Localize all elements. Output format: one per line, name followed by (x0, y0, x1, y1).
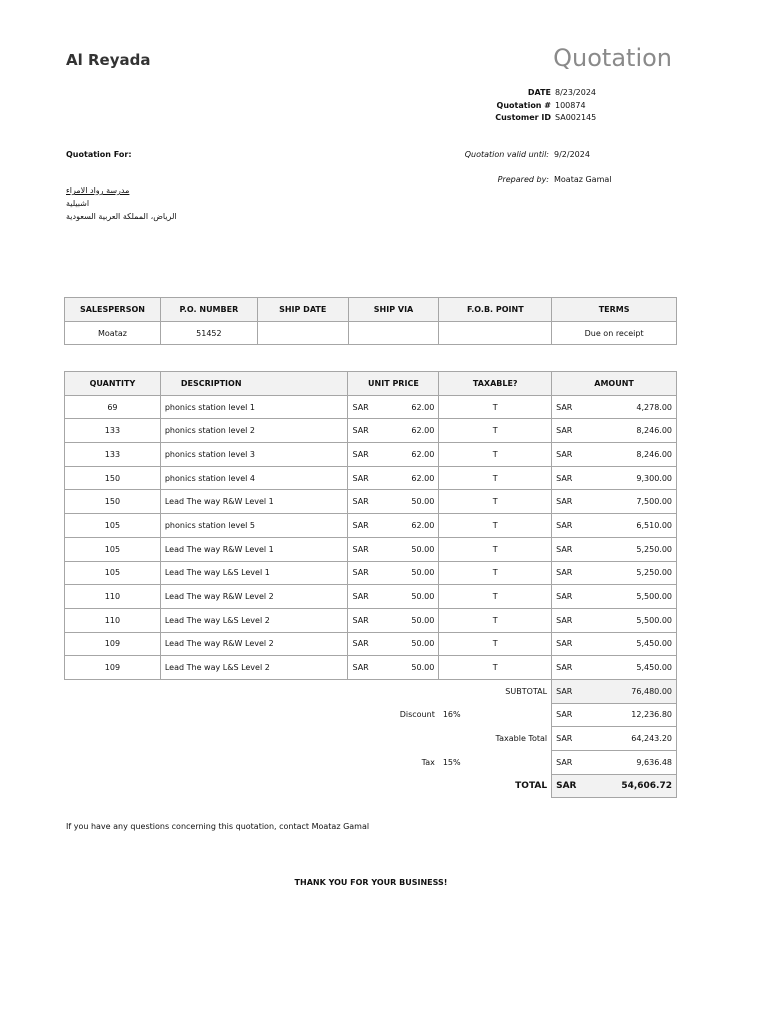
quantity-cell: 150 (65, 466, 161, 490)
document-title: Quotation (553, 44, 672, 72)
currency: SAR (352, 402, 369, 412)
taxable-cell: T (439, 395, 552, 419)
taxable-total-value: 64,243.20 (631, 734, 672, 744)
taxable-cell: T (439, 656, 552, 680)
currency: SAR (556, 568, 573, 578)
amount-cell (552, 466, 677, 490)
taxable-cell: T (439, 490, 552, 514)
valid-until-label: Quotation valid until: (464, 150, 549, 159)
po-number-value: 51452 (160, 321, 257, 345)
quotation-for-label: Quotation For: (66, 150, 132, 159)
subtotal-label: SUBTOTAL (505, 687, 548, 697)
unit-price-value: 50.00 (411, 544, 435, 554)
amount-cell (552, 514, 677, 538)
amount-value: 8,246.00 (636, 426, 672, 436)
amount-value: 7,500.00 (636, 497, 672, 507)
currency: SAR (352, 544, 369, 554)
unit-price-value: 50.00 (411, 615, 435, 625)
unit-price-cell (348, 514, 439, 538)
taxable-cell: T (439, 632, 552, 656)
customer-line2: اشبيلية (66, 199, 90, 208)
amount-value: 6,510.00 (636, 520, 672, 530)
unit-price-header: UNIT PRICE (348, 372, 439, 396)
valid-until-value: 9/2/2024 (554, 150, 590, 159)
table-row (65, 443, 677, 467)
fob-point-value (439, 321, 552, 345)
ship-date-header: SHIP DATE (257, 298, 348, 322)
unit-price-cell (348, 656, 439, 680)
tax-cell (552, 751, 677, 775)
unit-price-value: 62.00 (411, 520, 435, 530)
taxable-total-label: Taxable Total (495, 734, 548, 744)
description-header: DESCRIPTION (160, 372, 348, 396)
description-cell: Lead The way L&S Level 2 (160, 608, 348, 632)
amount-value: 5,500.00 (636, 615, 672, 625)
table-row (65, 585, 677, 609)
unit-price-cell (348, 585, 439, 609)
shipping-info-table (64, 297, 677, 345)
amount-value: 4,278.00 (636, 402, 672, 412)
amount-cell (552, 656, 677, 680)
description-cell: Lead The way R&W Level 2 (160, 632, 348, 656)
prepared-by (380, 175, 680, 184)
currency: SAR (556, 497, 573, 507)
amount-value: 5,450.00 (636, 639, 672, 649)
unit-price-cell (348, 561, 439, 585)
unit-price-cell (348, 490, 439, 514)
total-value: 54,606.72 (621, 781, 672, 792)
unit-price-cell (348, 466, 439, 490)
amount-cell (552, 443, 677, 467)
description-cell: phonics station level 4 (160, 466, 348, 490)
taxable-header: TAXABLE? (439, 372, 552, 396)
taxable-cell: T (439, 537, 552, 561)
amount-cell (552, 419, 677, 443)
taxable-cell: T (439, 443, 552, 467)
description-cell: phonics station level 5 (160, 514, 348, 538)
amount-header: AMOUNT (552, 372, 677, 396)
currency: SAR (556, 402, 573, 412)
customer-name: مدرسة رواد الامراء (66, 186, 130, 195)
ship-via-value (348, 321, 439, 345)
table-row (65, 490, 677, 514)
unit-price-cell (348, 608, 439, 632)
currency: SAR (352, 663, 369, 673)
currency: SAR (352, 568, 369, 578)
quantity-cell: 133 (65, 443, 161, 467)
customer-id-value: SA002145 (555, 113, 597, 122)
currency: SAR (556, 615, 573, 625)
currency: SAR (352, 592, 369, 602)
table-row (65, 656, 677, 680)
description-cell: phonics station level 3 (160, 443, 348, 467)
unit-price-cell (348, 419, 439, 443)
total-cell (552, 774, 677, 798)
tax-label: Tax (421, 757, 435, 767)
customer-line3: الرياض، المملكة العربية السعودية (66, 212, 177, 221)
amount-cell (552, 608, 677, 632)
thank-you-note: THANK YOU FOR YOUR BUSINESS! (294, 878, 448, 887)
quantity-cell: 150 (65, 490, 161, 514)
discount-label: Discount (399, 710, 435, 720)
quote-meta (420, 87, 670, 125)
amount-cell (552, 395, 677, 419)
currency: SAR (556, 757, 573, 767)
currency: SAR (556, 639, 573, 649)
amount-value: 5,250.00 (636, 568, 672, 578)
currency: SAR (556, 592, 573, 602)
unit-price-value: 50.00 (411, 568, 435, 578)
table-row (65, 514, 677, 538)
currency: SAR (556, 426, 573, 436)
description-cell: Lead The way L&S Level 2 (160, 656, 348, 680)
line-items-table (64, 371, 677, 798)
unit-price-value: 50.00 (411, 592, 435, 602)
valid-until (380, 150, 680, 159)
table-row (65, 632, 677, 656)
taxable-cell: T (439, 466, 552, 490)
contact-note: If you have any questions concerning this quotation, contact Moataz Gamal (66, 822, 370, 831)
subtotal-value: 76,480.00 (631, 686, 672, 696)
description-cell: phonics station level 1 (160, 395, 348, 419)
unit-price-value: 62.00 (411, 426, 435, 436)
description-cell: Lead The way R&W Level 1 (160, 490, 348, 514)
quote-number-label: Quotation # (496, 100, 551, 110)
total-label: TOTAL (515, 781, 548, 792)
amount-cell (552, 632, 677, 656)
amount-value: 8,246.00 (636, 449, 672, 459)
currency: SAR (556, 544, 573, 554)
unit-price-value: 50.00 (411, 639, 435, 649)
unit-price-cell (348, 395, 439, 419)
currency: SAR (352, 520, 369, 530)
amount-cell (552, 537, 677, 561)
prepared-by-label: Prepared by: (497, 175, 549, 184)
quote-number-value: 100874 (555, 100, 586, 110)
unit-price-value: 50.00 (411, 663, 435, 673)
salesperson-header: SALESPERSON (65, 298, 161, 322)
amount-cell (552, 585, 677, 609)
tax-rate: 15% (442, 757, 461, 767)
amount-value: 9,300.00 (636, 473, 672, 483)
description-cell: Lead The way R&W Level 2 (160, 585, 348, 609)
quantity-header: QUANTITY (65, 372, 161, 396)
ship-via-header: SHIP VIA (348, 298, 439, 322)
unit-price-value: 62.00 (411, 473, 435, 483)
customer-id-label: Customer ID (495, 113, 551, 122)
table-row (65, 561, 677, 585)
description-cell: Lead The way R&W Level 1 (160, 537, 348, 561)
discount-cell (552, 703, 677, 727)
quantity-cell: 110 (65, 608, 161, 632)
currency: SAR (352, 639, 369, 649)
taxable-cell: T (439, 561, 552, 585)
currency: SAR (352, 615, 369, 625)
quantity-cell: 105 (65, 537, 161, 561)
amount-value: 5,500.00 (636, 592, 672, 602)
currency: SAR (352, 497, 369, 507)
unit-price-value: 62.00 (411, 449, 435, 459)
taxable-cell: T (439, 514, 552, 538)
quantity-cell: 133 (65, 419, 161, 443)
currency: SAR (352, 426, 369, 436)
quantity-cell: 105 (65, 561, 161, 585)
unit-price-value: 62.00 (411, 402, 435, 412)
taxable-cell: T (439, 419, 552, 443)
description-cell: phonics station level 2 (160, 419, 348, 443)
salesperson-value: Moataz (65, 321, 161, 345)
unit-price-cell (348, 537, 439, 561)
taxable-cell: T (439, 608, 552, 632)
subtotal-cell (552, 679, 677, 703)
currency: SAR (556, 473, 573, 483)
date-value: 8/23/2024 (555, 88, 597, 97)
terms-header: TERMS (552, 298, 677, 322)
unit-price-cell (348, 632, 439, 656)
prepared-by-value: Moataz Gamal (554, 175, 612, 184)
table-row (65, 395, 677, 419)
table-row (65, 419, 677, 443)
amount-value: 5,450.00 (636, 663, 672, 673)
currency: SAR (556, 663, 573, 673)
currency: SAR (556, 781, 577, 792)
taxable-total-cell (552, 727, 677, 751)
company-name: Al Reyada (66, 51, 151, 69)
unit-price-value: 50.00 (411, 497, 435, 507)
table-row (65, 608, 677, 632)
amount-cell (552, 561, 677, 585)
discount-rate: 16% (442, 710, 461, 720)
table-row (65, 466, 677, 490)
quantity-cell: 109 (65, 656, 161, 680)
table-row (65, 537, 677, 561)
amount-value: 5,250.00 (636, 544, 672, 554)
taxable-cell: T (439, 585, 552, 609)
fob-point-header: F.O.B. POINT (439, 298, 552, 322)
currency: SAR (556, 734, 573, 744)
currency: SAR (556, 449, 573, 459)
currency: SAR (556, 686, 573, 696)
currency: SAR (556, 710, 573, 720)
unit-price-cell (348, 443, 439, 467)
discount-value: 12,236.80 (631, 710, 672, 720)
description-cell: Lead The way L&S Level 1 (160, 561, 348, 585)
amount-cell (552, 490, 677, 514)
currency: SAR (352, 449, 369, 459)
quantity-cell: 69 (65, 395, 161, 419)
tax-value: 9,636.48 (636, 757, 672, 767)
quantity-cell: 110 (65, 585, 161, 609)
quantity-cell: 109 (65, 632, 161, 656)
customer-address (66, 184, 177, 223)
date-label: DATE (527, 88, 551, 97)
quantity-cell: 105 (65, 514, 161, 538)
currency: SAR (352, 473, 369, 483)
currency: SAR (556, 520, 573, 530)
terms-value: Due on receipt (552, 321, 677, 345)
po-number-header: P.O. NUMBER (160, 298, 257, 322)
ship-date-value (257, 321, 348, 345)
